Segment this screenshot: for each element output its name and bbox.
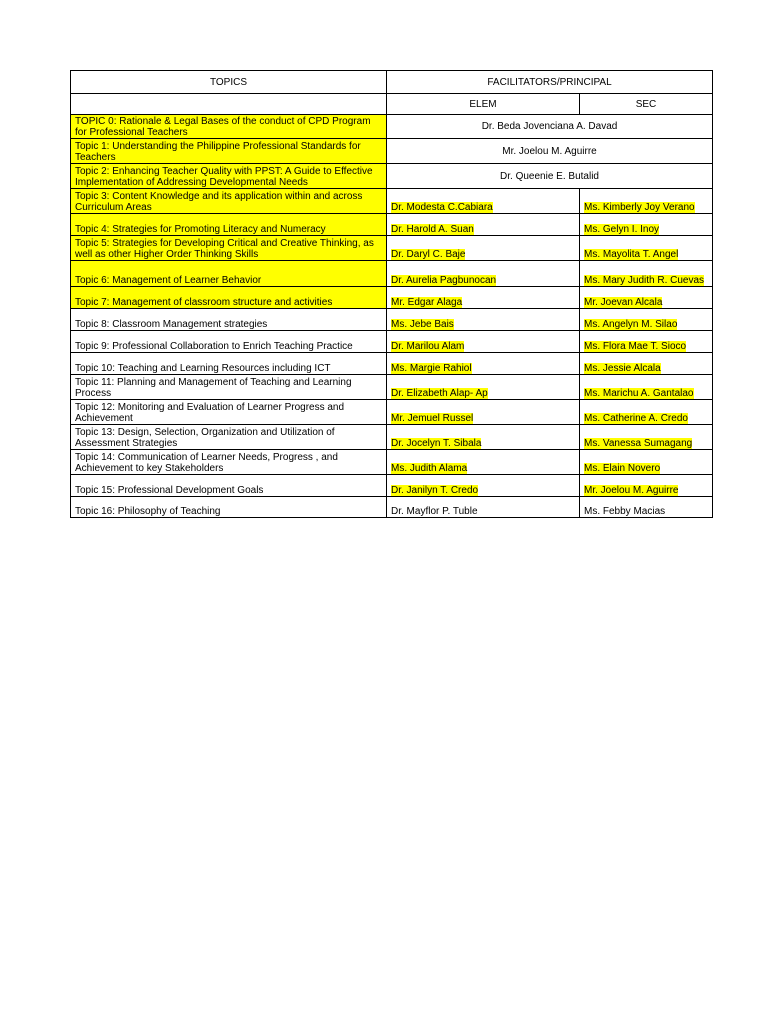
elem-facilitator-cell bbox=[387, 309, 580, 331]
elem-facilitator-cell bbox=[387, 287, 580, 309]
table-row bbox=[71, 236, 713, 261]
elem-facilitator-name: Dr. Elizabeth Alap- Ap bbox=[391, 388, 488, 399]
sec-facilitator-cell bbox=[580, 450, 713, 475]
sec-facilitator-name: Ms. Flora Mae T. Sioco bbox=[584, 341, 687, 352]
table-row bbox=[71, 287, 713, 309]
elem-header: ELEM bbox=[387, 94, 580, 115]
topic-cell: Topic 11: Planning and Management of Teaching and Learning Process bbox=[71, 375, 387, 400]
topic-cell: Topic 4: Strategies for Promoting Literacy and Numeracy bbox=[71, 214, 387, 236]
topic-cell: Topic 7: Management of classroom structure and activities bbox=[71, 287, 387, 309]
topic-cell: Topic 1: Understanding the Philippine Professional Standards for Teachers bbox=[71, 139, 387, 164]
topic-cell: Topic 14: Communication of Learner Needs, Progress , and Achievement to key Stakeholders bbox=[71, 450, 387, 475]
elem-facilitator-cell bbox=[387, 375, 580, 400]
topic-cell: Topic 15: Professional Development Goals bbox=[71, 475, 387, 497]
sec-facilitator-cell bbox=[580, 353, 713, 375]
table-row bbox=[71, 139, 713, 164]
elem-facilitator-cell bbox=[387, 214, 580, 236]
facilitator-cell: Dr. Queenie E. Butalid bbox=[387, 164, 713, 189]
elem-facilitator-cell bbox=[387, 450, 580, 475]
table-row bbox=[71, 353, 713, 375]
table-row bbox=[71, 115, 713, 139]
elem-facilitator-name: Dr. Jocelyn T. Sibala bbox=[391, 438, 482, 449]
sec-facilitator-cell bbox=[580, 375, 713, 400]
elem-facilitator-name: Mr. Edgar Alaga bbox=[391, 297, 463, 308]
sec-facilitator-cell bbox=[580, 214, 713, 236]
sec-facilitator-cell bbox=[580, 309, 713, 331]
topic-cell: Topic 16: Philosophy of Teaching bbox=[71, 497, 387, 518]
elem-facilitator-cell bbox=[387, 261, 580, 287]
sec-facilitator-cell bbox=[580, 189, 713, 214]
elem-facilitator-cell bbox=[387, 236, 580, 261]
elem-facilitator-cell bbox=[387, 425, 580, 450]
elem-facilitator-name: Dr. Marilou Alam bbox=[391, 341, 465, 352]
topic-cell: Topic 9: Professional Collaboration to Enrich Teaching Practice bbox=[71, 331, 387, 353]
sec-facilitator-name: Mr. Joelou M. Aguirre bbox=[584, 485, 679, 496]
topics-header: TOPICS bbox=[71, 71, 387, 94]
elem-facilitator-cell bbox=[387, 331, 580, 353]
sec-facilitator-name: Ms. Angelyn M. Silao bbox=[584, 319, 678, 330]
topic-cell: Topic 5: Strategies for Developing Critical and Creative Thinking, as well as other Higher Order Thinking Skills bbox=[71, 236, 387, 261]
sec-facilitator-name: Ms. Kimberly Joy Verano bbox=[584, 202, 695, 213]
sec-facilitator-name: Ms. Elain Novero bbox=[584, 463, 661, 474]
table-row bbox=[71, 400, 713, 425]
sec-facilitator-cell bbox=[580, 475, 713, 497]
table-row bbox=[71, 164, 713, 189]
elem-facilitator-cell: Dr. Mayflor P. Tuble bbox=[387, 497, 580, 518]
topic-cell: Topic 2: Enhancing Teacher Quality with PPST: A Guide to Effective Implementation of Addressing Developmental Needs bbox=[71, 164, 387, 189]
table-row bbox=[71, 475, 713, 497]
table-row bbox=[71, 214, 713, 236]
elem-facilitator-cell bbox=[387, 400, 580, 425]
elem-facilitator-name: Mr. Jemuel Russel bbox=[391, 413, 474, 424]
sec-facilitator-name: Ms. Vanessa Sumagang bbox=[584, 438, 693, 449]
facilitator-cell: Dr. Beda Jovenciana A. Davad bbox=[387, 115, 713, 139]
elem-facilitator-cell bbox=[387, 475, 580, 497]
sec-header: SEC bbox=[580, 94, 713, 115]
table-row bbox=[71, 425, 713, 450]
table-row bbox=[71, 309, 713, 331]
sec-facilitator-name: Ms. Marichu A. Gantalao bbox=[584, 388, 694, 399]
table-row bbox=[71, 450, 713, 475]
sec-facilitator-cell: Ms. Febby Macias bbox=[580, 497, 713, 518]
topic-cell: Topic 8: Classroom Management strategies bbox=[71, 309, 387, 331]
facilitator-cell: Mr. Joelou M. Aguirre bbox=[387, 139, 713, 164]
table-row bbox=[71, 331, 713, 353]
elem-facilitator-name: Dr. Modesta C.Cabiara bbox=[391, 202, 493, 213]
sec-facilitator-name: Ms. Mary Judith R. Cuevas bbox=[584, 275, 705, 286]
topic-cell: TOPIC 0: Rationale & Legal Bases of the conduct of CPD Program for Professional Teachers bbox=[71, 115, 387, 139]
sec-facilitator-cell bbox=[580, 400, 713, 425]
sec-facilitator-cell bbox=[580, 425, 713, 450]
elem-facilitator-cell bbox=[387, 189, 580, 214]
sec-facilitator-cell bbox=[580, 287, 713, 309]
facilitators-table bbox=[70, 70, 713, 518]
elem-facilitator-name: Dr. Daryl C. Baje bbox=[391, 249, 466, 260]
elem-facilitator-name: Dr. Aurelia Pagbunocan bbox=[391, 275, 497, 286]
sec-facilitator-name: Ms. Gelyn I. Inoy bbox=[584, 224, 660, 235]
facilitators-header: FACILITATORS/PRINCIPAL bbox=[387, 71, 713, 94]
elem-facilitator-name: Ms. Margie Rahiol bbox=[391, 363, 472, 374]
elem-facilitator-name: Dr. Janilyn T. Credo bbox=[391, 485, 479, 496]
elem-facilitator-name: Ms. Jebe Bais bbox=[391, 319, 454, 330]
sec-facilitator-name: Mr. Joevan Alcala bbox=[584, 297, 663, 308]
topic-cell: Topic 12: Monitoring and Evaluation of Learner Progress and Achievement bbox=[71, 400, 387, 425]
topic-cell: Topic 13: Design, Selection, Organization and Utilization of Assessment Strategies bbox=[71, 425, 387, 450]
topic-cell: Topic 6: Management of Learner Behavior bbox=[71, 261, 387, 287]
sec-facilitator-name: Ms. Jessie Alcala bbox=[584, 363, 661, 374]
table-row bbox=[71, 189, 713, 214]
topic-cell: Topic 3: Content Knowledge and its application within and across Curriculum Areas bbox=[71, 189, 387, 214]
sec-facilitator-cell bbox=[580, 261, 713, 287]
sec-facilitator-name: Ms. Mayolita T. Angel bbox=[584, 249, 679, 260]
table-row bbox=[71, 375, 713, 400]
empty-header-cell bbox=[71, 94, 387, 115]
table-row bbox=[71, 497, 713, 518]
topic-cell: Topic 10: Teaching and Learning Resources including ICT bbox=[71, 353, 387, 375]
sec-facilitator-cell bbox=[580, 236, 713, 261]
elem-facilitator-name: Ms. Judith Alama bbox=[391, 463, 468, 474]
sec-facilitator-cell bbox=[580, 331, 713, 353]
elem-facilitator-cell bbox=[387, 353, 580, 375]
elem-facilitator-name: Dr. Harold A. Suan bbox=[391, 224, 474, 235]
sec-facilitator-name: Ms. Catherine A. Credo bbox=[584, 413, 688, 424]
table-row bbox=[71, 261, 713, 287]
